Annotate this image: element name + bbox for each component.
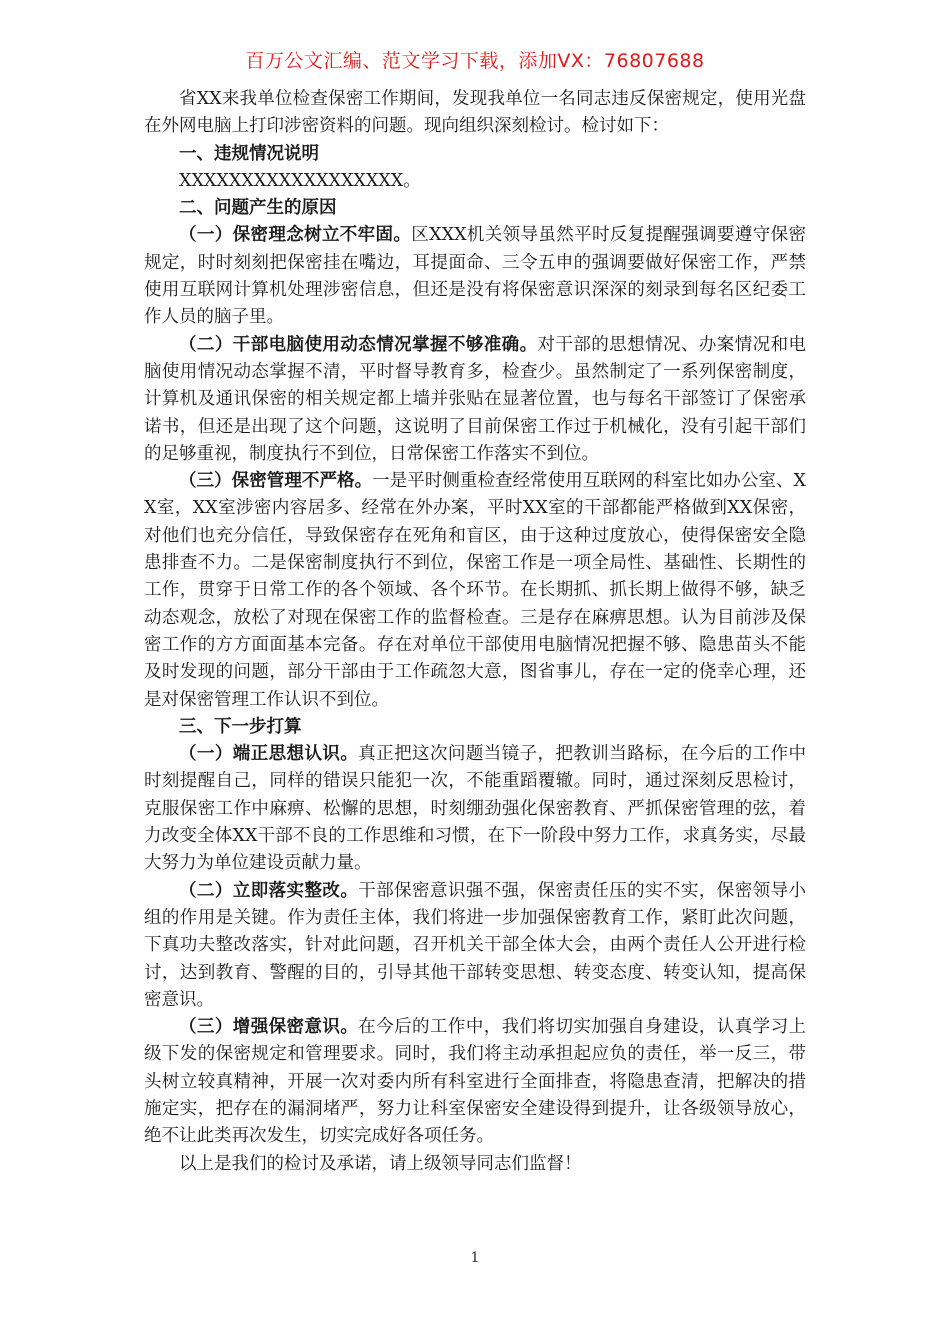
s3-paragraph-2 — [144, 878, 806, 1014]
document-body — [144, 86, 806, 1178]
s2-paragraph-2-text: 对干部的思想情况、办案情况和电脑使用情况动态掌握不清，平时督导教育多，检查少。虽然制定了一系列保密制度，计算机及通讯保密的相关规定都上墙并张贴在显著位置，也与每名干部签订了保密承诺书，但还是出现了这个问题，这说明了目前保密工作过于机械化，没有引起干部们的足够重视，制度执行不到位，日常保密工作落实不到位。 — [144, 334, 807, 464]
section-heading-3: 三、下一步打算 — [179, 716, 302, 737]
page-number: 1 — [470, 1250, 480, 1266]
intro-paragraph: 省XX来我单位检查保密工作期间，发现我单位一名同志违反保密规定，使用光盘在外网电脑上打印涉密资料的问题。现向组织深刻检讨。检讨如下： — [144, 89, 806, 137]
s2-paragraph-2-lead: （二）干部电脑使用动态情况掌握不够准确。 — [179, 334, 538, 355]
s3-paragraph-1 — [144, 741, 806, 877]
s2-paragraph-1 — [144, 222, 806, 331]
s2-paragraph-1-text: 区XXX机关领导虽然平时反复提醒强调要遵守保密规定，时时刻刻把保密挂在嘴边，耳提面命、三令五申的强调要做好保密工作，严禁使用互联网计算机处理涉密信息，但还是没有将保密意识深深的刻录到每名区纪委工作人员的脑子里。 — [144, 225, 807, 328]
s3-paragraph-3-text: 在今后的工作中，我们将切实加强自身建设，认真学习上级下发的保密规定和管理要求。同时，我们将主动承担起应负的责任，举一反三，带头树立较真精神，开展一次对委内所有科室进行全面排查，将隐患查清，把解决的措施定实，把存在的漏洞堵严，努力让科室保密安全建设得到提升，让各级领导放心，绝不让此类再次发生，切实完成好各项任务。 — [144, 1017, 806, 1147]
closing-paragraph: 以上是我们的检讨及承诺，请上级领导同志们监督！ — [179, 1153, 582, 1174]
s2-paragraph-2 — [144, 332, 806, 468]
promo-banner: 百万公文汇编、范文学习下载，添加VX：76807688 — [245, 50, 705, 72]
s3-paragraph-1-lead: （一）端正思想认识。 — [179, 744, 359, 765]
section-heading-1: 一、违规情况说明 — [179, 143, 319, 164]
section-heading-2: 二、问题产生的原因 — [179, 198, 337, 219]
s3-paragraph-3 — [144, 1014, 806, 1150]
s3-paragraph-1-text: 真正把这次问题当镜子，把教训当路标，在今后的工作中时刻提醒自己，同样的错误只能犯一次，不能重蹈覆辙。同时，通过深刻反思检讨，克服保密工作中麻痹、松懈的思想，时刻绷劲强化保密教育、严抓保密管理的弦，着力改变全体XX干部不良的工作思维和习惯，在下一阶段中努力工作，求真务实，尽最大努力为单位建设贡献力量。 — [144, 744, 806, 874]
s3-paragraph-3-lead: （三）增强保密意识。 — [179, 1017, 359, 1038]
s2-paragraph-3-lead: （三）保密管理不严格。 — [179, 471, 373, 492]
s2-paragraph-3-text: 一是平时侧重检查经常使用互联网的科室比如办公室、XX室，XX室涉密内容居多、经常在外办案，平时XX室的干部都能严格做到XX保密，对他们也充分信任，导致保密存在死角和盲区，由于这种过度放心，使得保密安全隐患排查不力。二是保密制度执行不到位，保密工作是一项全局性、基础性、长期性的工作，贯穿于日常工作的各个领域、各个环节。在长期抓、抓长期上做得不够，缺乏动态观念，放松了对现在保密工作的监督检查。三是存在麻痹思想。认为目前涉及保密工作的方方面面基本完备。存在对单位干部使用电脑情况把握不够、隐患苗头不能及时发现的问题，部分干部由于工作疏忽大意，图省事儿，存在一定的侥幸心理，还是对保密管理工作认识不到位。 — [144, 471, 806, 710]
s3-paragraph-2-text: 干部保密意识强不强，保密责任压的实不实，保密领导小组的作用是关键。作为责任主体，我们将进一步加强保密教育工作，紧盯此次问题，下真功夫整改落实，针对此问题，召开机关干部全体大会，由两个责任人公开进行检讨，达到教育、警醒的目的，引导其他干部转变思想、转变态度、转变认知，提高保密意识。 — [144, 880, 806, 1010]
s2-paragraph-3 — [144, 468, 806, 714]
s3-paragraph-2-lead: （二）立即落实整改。 — [179, 880, 359, 901]
section1-paragraph: XXXXXXXXXXXXXXXXXX。 — [179, 170, 421, 191]
s2-paragraph-1-lead: （一）保密理念树立不牢固。 — [179, 225, 412, 246]
